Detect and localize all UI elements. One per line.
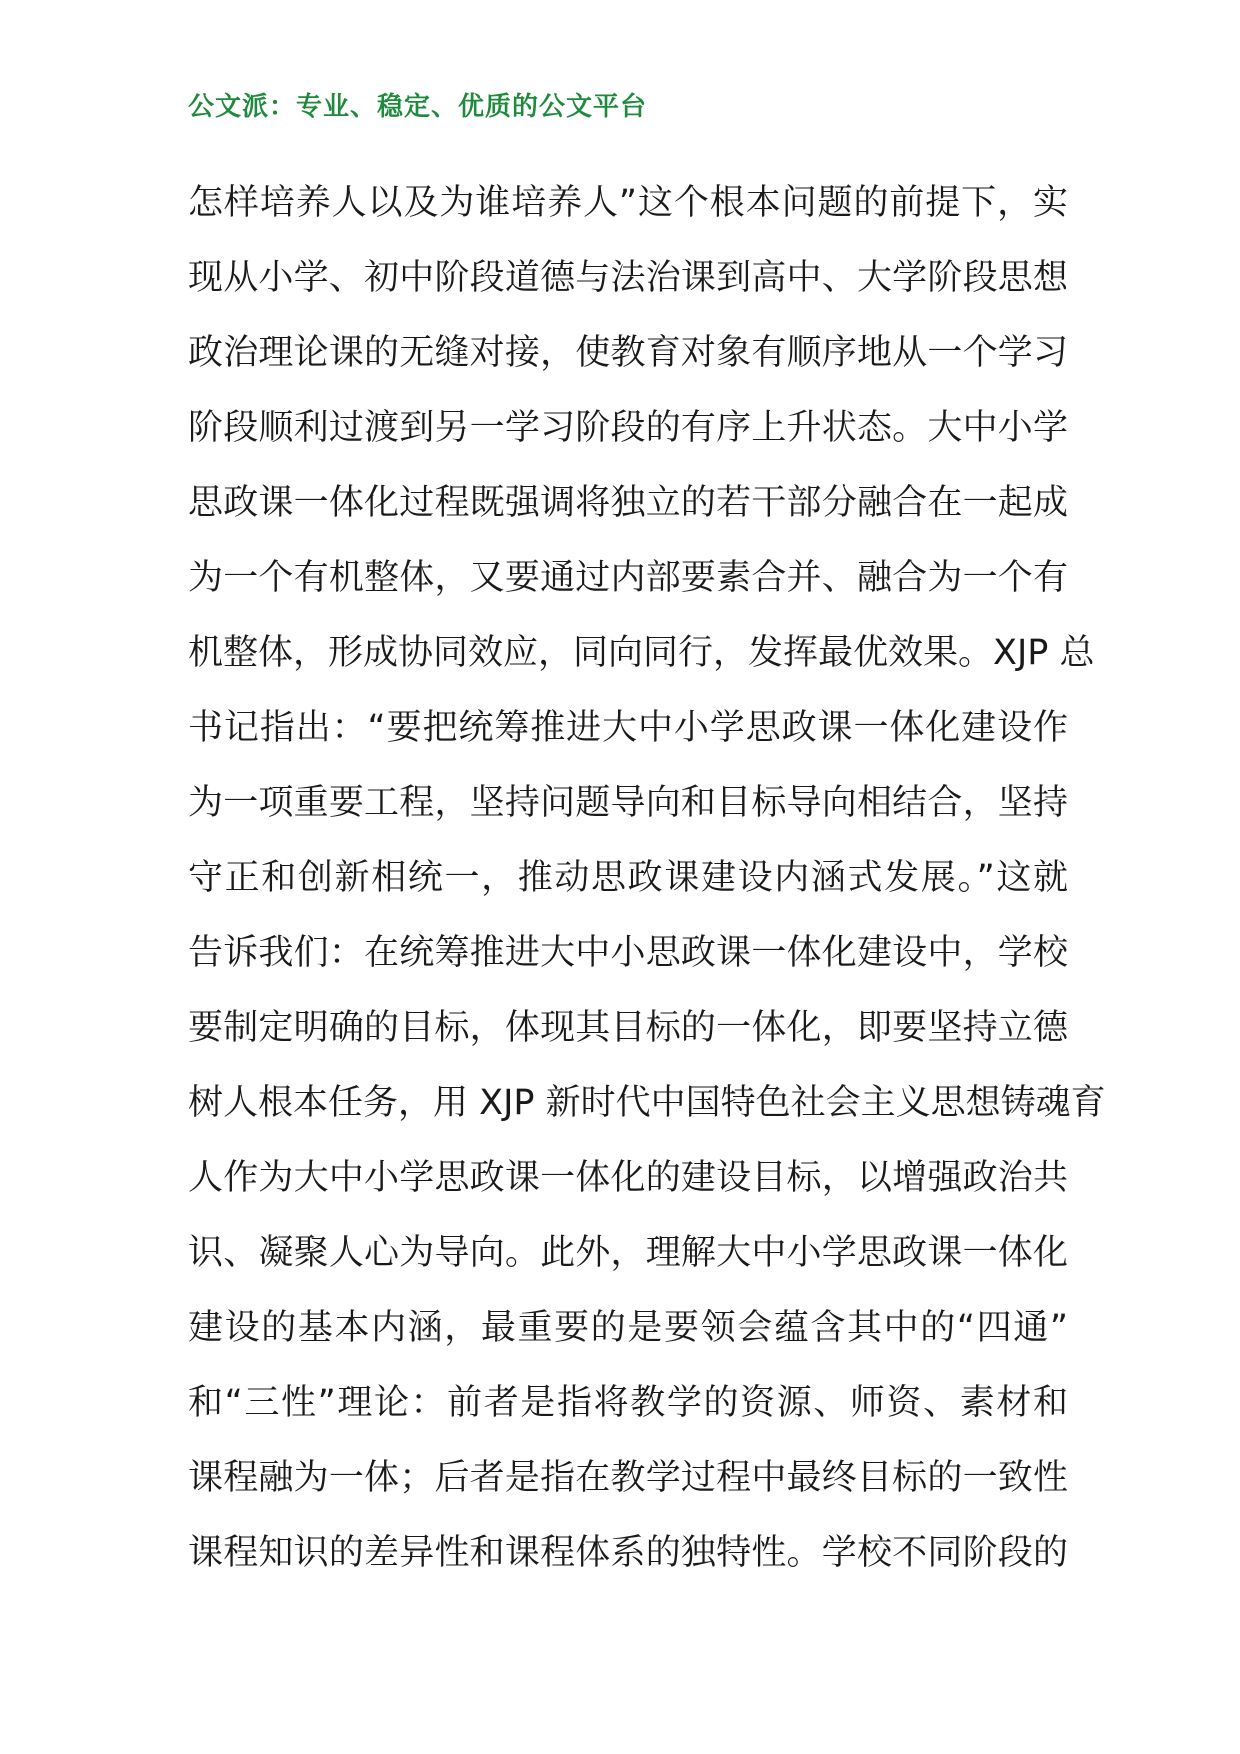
body-line: 建设的基本内涵，最重要的是要领会蕴含其中的“四通”: [188, 1308, 1068, 1348]
body-line: 和“三性”理论：前者是指将教学的资源、师资、素材和: [188, 1383, 1068, 1423]
body-line: 书记指出：“要把统筹推进大中小学思政课一体化建设作: [188, 708, 1068, 748]
body-line: 阶段顺利过渡到另一学习阶段的有序上升状态。大中小学: [188, 408, 1068, 448]
body-line: 为一个有机整体，又要通过内部要素合并、融合为一个有: [188, 558, 1068, 598]
body-line: 课程融为一体；后者是指在教学过程中最终目标的一致性: [188, 1458, 1068, 1498]
body-line: 守正和创新相统一，推动思政课建设内涵式发展。”这就: [188, 858, 1068, 898]
body-text: [188, 166, 1106, 1591]
body-line: 要制定明确的目标，体现其目标的一体化，即要坚持立德: [188, 1008, 1068, 1048]
body-line: 课程知识的差异性和课程体系的独特性。学校不同阶段的: [188, 1533, 1068, 1573]
body-line: 机整体，形成协同效应，同向同行，发挥最优效果。XJP 总: [188, 633, 1095, 673]
body-line: 树人根本任务，用 XJP 新时代中国特色社会主义思想铸魂育: [188, 1083, 1106, 1123]
body-line: 告诉我们：在统筹推进大中小思政课一体化建设中，学校: [188, 933, 1068, 973]
body-line: 人作为大中小学思政课一体化的建设目标，以增强政治共: [188, 1158, 1068, 1198]
body-line: 思政课一体化过程既强调将独立的若干部分融合在一起成: [188, 483, 1068, 523]
body-line: 怎样培养人以及为谁培养人”这个根本问题的前提下，实: [188, 183, 1068, 223]
body-line: 为一项重要工程，坚持问题导向和目标导向相结合，坚持: [188, 783, 1068, 823]
body-line: 识、凝聚人心为导向。此外，理解大中小学思政课一体化: [188, 1233, 1068, 1273]
header-title: 公文派：专业、稳定、优质的公文平台: [188, 92, 648, 122]
body-line: 政治理论课的无缝对接，使教育对象有顺序地从一个学习: [188, 333, 1068, 373]
body-line: 现从小学、初中阶段道德与法治课到高中、大学阶段思想: [188, 258, 1068, 298]
